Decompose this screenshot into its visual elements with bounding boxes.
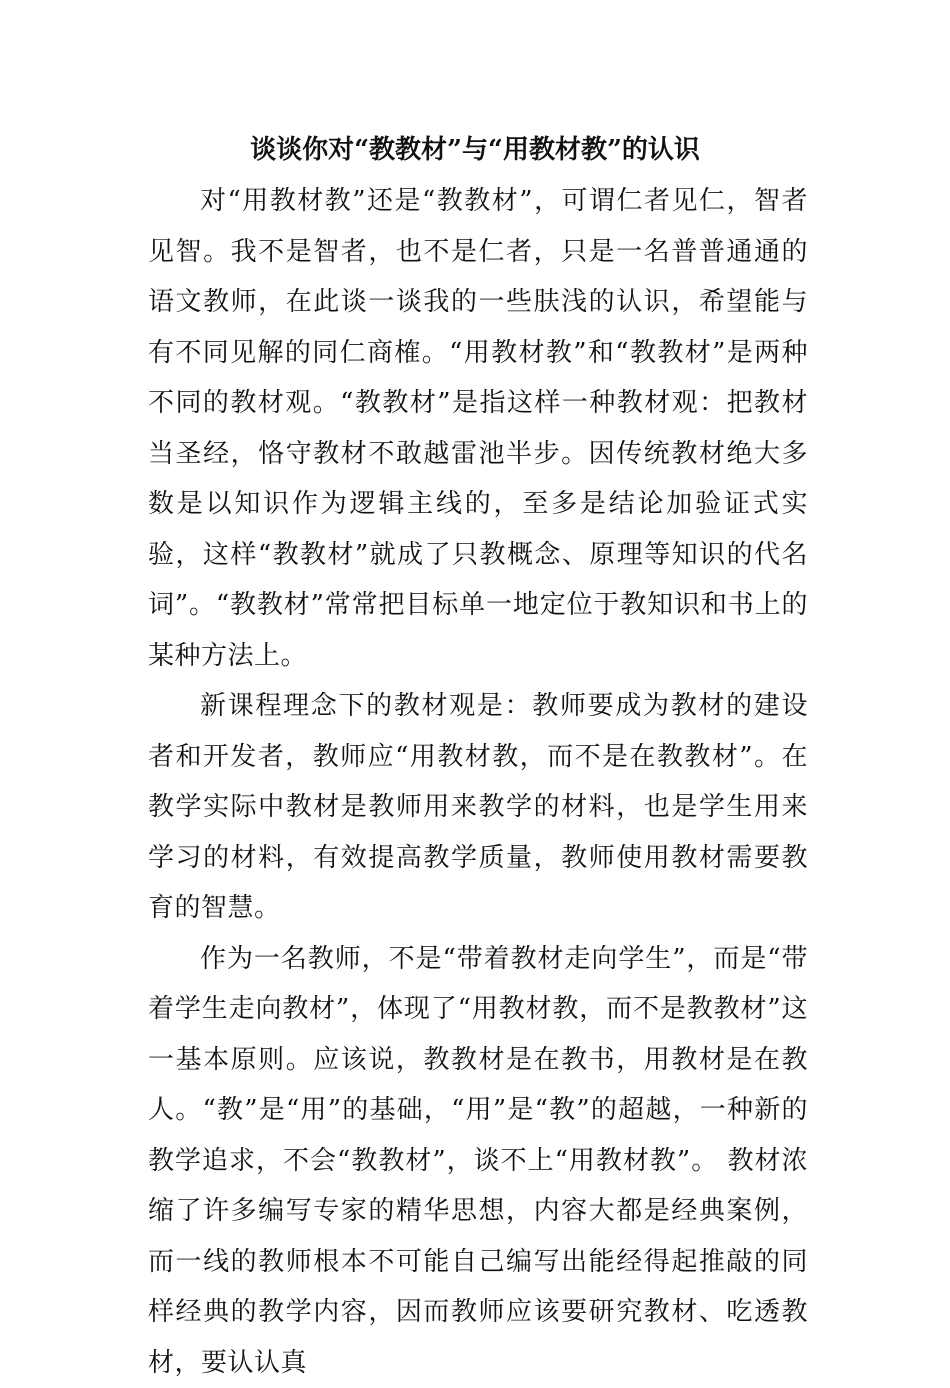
paragraph-1: 对“用教材教”还是“教教材”，可谓仁者见仁，智者见智。我不是智者，也不是仁者，只是一名普普通通的语文教师，在此谈一谈我的一些肤浅的认识，希望能与有不同见解的同仁商榷。“用教材教”和“教教材”是两种不同的教材观。“教教材”是指这样一种教材观：把教材当圣经，恪守教材不敢越雷池半步。因传统教材绝大多数是以知识作为逻辑主线的，至多是结论加验证式实验，这样“教教材”就成了只教概念、原理等知识的代名词”。“教教材”常常把目标单一地定位于教知识和书上的某种方法上。: [148, 176, 808, 681]
document-body: [148, 176, 808, 1388]
paragraph-2: 新课程理念下的教材观是：教师要成为教材的建设者和开发者，教师应“用教材教，而不是在教教材”。在教学实际中教材是教师用来教学的材料，也是学生用来学习的材料，有效提高教学质量，教师使用教材需要教育的智慧。: [148, 681, 808, 934]
paragraph-3: 作为一名教师，不是“带着教材走向学生”，而是“带着学生走向教材”，体现了“用教材教，而不是教教材”这一基本原则。应该说，教教材是在教书，用教材是在教人。“教”是“用”的基础，“用”是“教”的超越，一种新的教学追求，不会“教教材”，谈不上“用教材教”。 教材浓缩了许多编写专家的精华思想，内容大都是经典案例，而一线的教师根本不可能自己编写出能经得起推敲的同样经典的教学内容，因而教师应该要研究教材、吃透教材，要认认真: [148, 934, 808, 1388]
document-title: 谈谈你对“教教材”与“用教材教”的认识: [0, 130, 950, 170]
